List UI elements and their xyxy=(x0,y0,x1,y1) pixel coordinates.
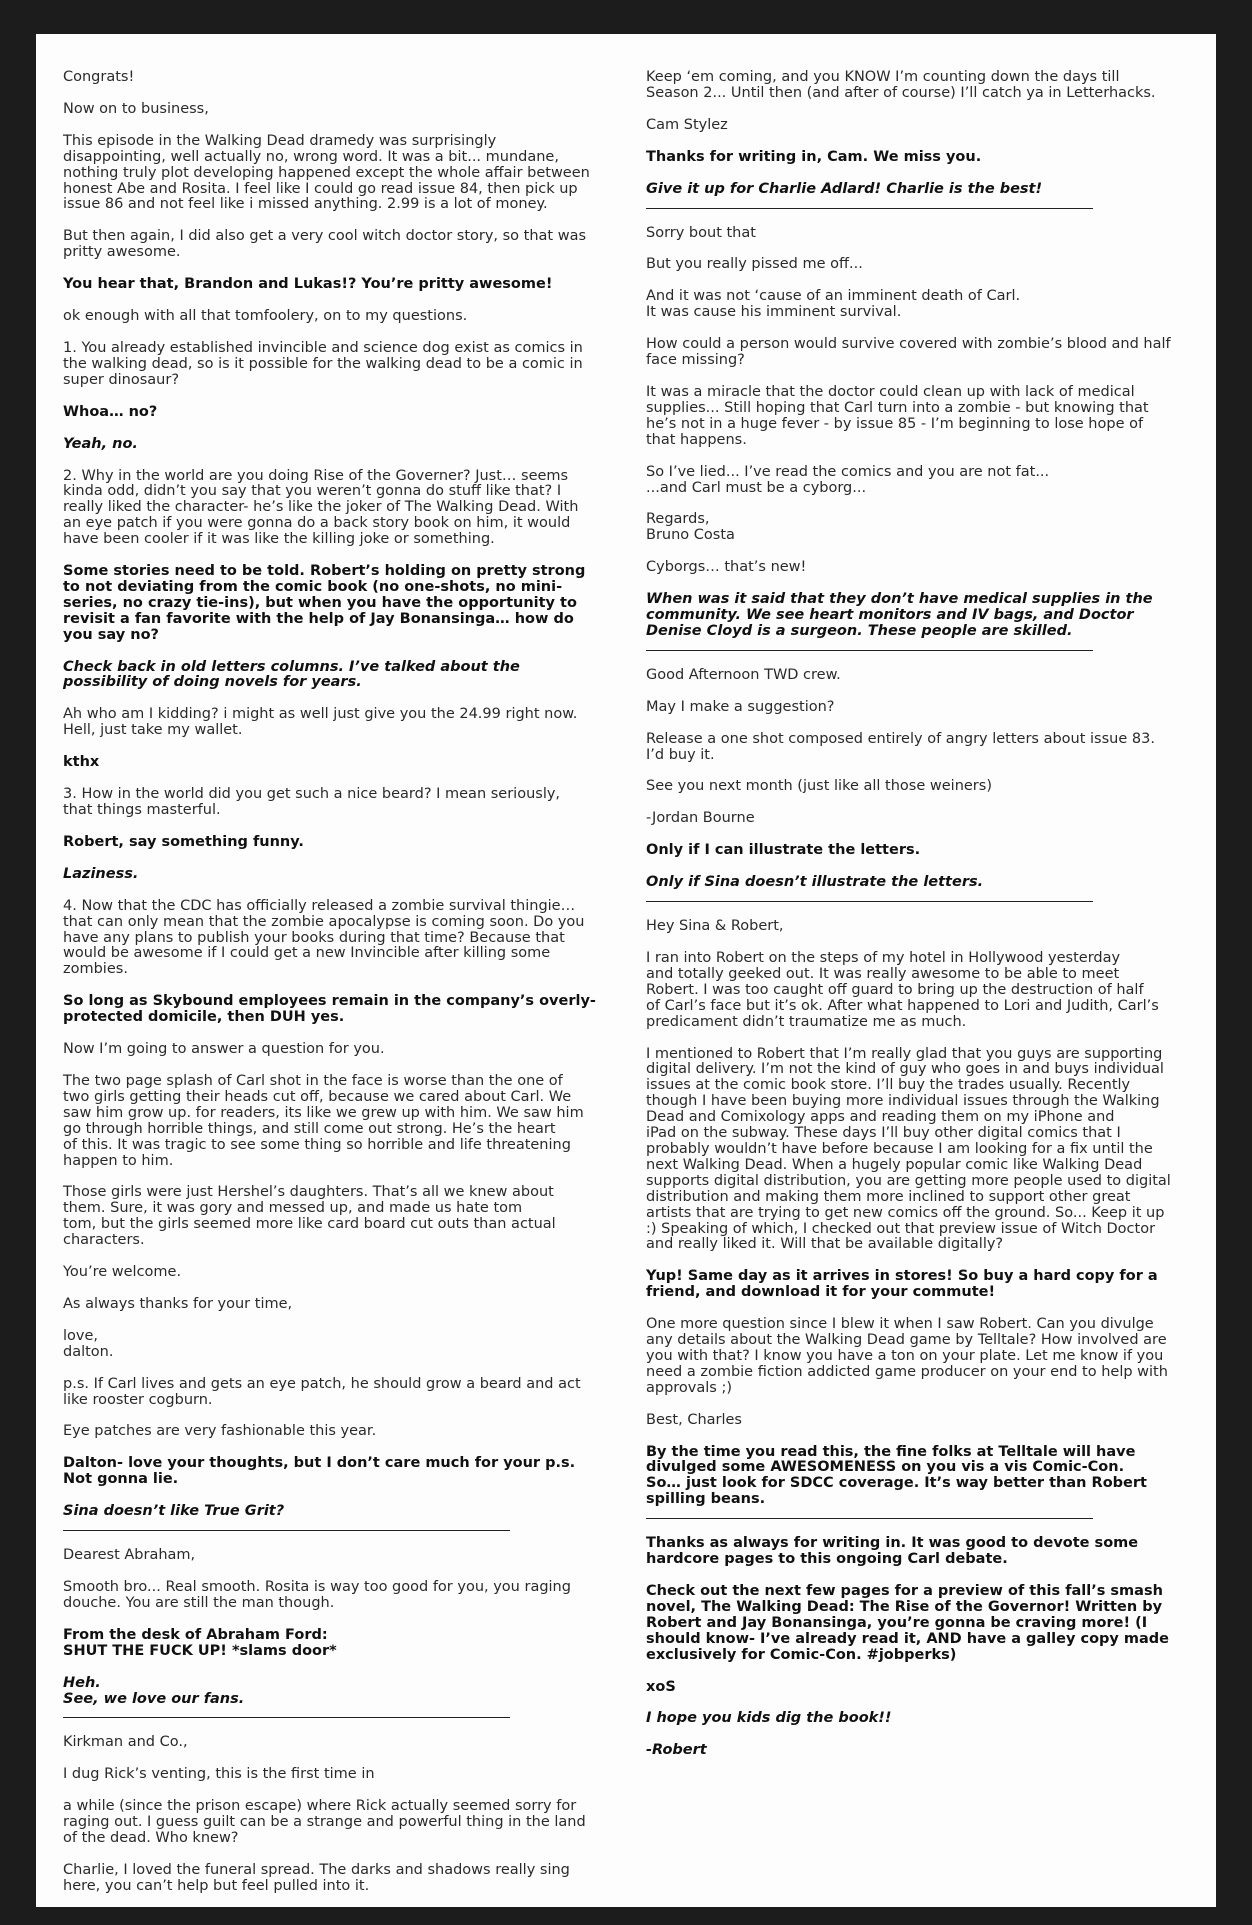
reader-letter-paragraph: One more question since I blew it when I saw Robert. Can you divulge any details about the Walking Dead game by Telltale? How involved are you with that? I know you have a ton on your plate. Let me know if you need a zombie fiction addicted game producer on your end to help with approvals ;) xyxy=(646,1316,1168,1396)
editor-reply: From the desk of Abraham Ford: SHUT THE FUCK UP! *slams door* xyxy=(63,1626,337,1659)
reader-letter-paragraph: And it was not ‘cause of an imminent death of Carl. It was cause his imminent survival. xyxy=(646,288,1021,321)
section-divider xyxy=(646,650,1093,651)
reader-letter-paragraph: 2. Why in the world are you doing Rise of the Governer? Just… seems kinda odd, didn’t you say that you weren’t gonna do stuff like that? I really liked the character- he’s like the joker of The Walking Dead. With an eye patch if you were gonna do a back story book on him, it would have been cooler if it was like the killing joke or something. xyxy=(63,467,579,548)
reader-letter-paragraph: Hey Sina & Robert, xyxy=(646,918,784,935)
reader-letter-paragraph: You’re welcome. xyxy=(63,1264,182,1281)
reader-letter-paragraph: Sorry bout that xyxy=(646,224,756,241)
editor-reply-italic: Yeah, no. xyxy=(63,435,138,452)
reader-letter-paragraph: -Jordan Bourne xyxy=(646,810,755,827)
reader-letter-paragraph: How could a person would survive covered with zombie’s blood and half face missing? xyxy=(646,336,1171,369)
reader-letter-paragraph: Cyborgs… that’s new! xyxy=(646,559,807,576)
editor-reply-italic: Heh. See, we love our fans. xyxy=(63,1674,245,1707)
editor-reply-italic: Only if Sina doesn’t illustrate the letters. xyxy=(646,874,984,891)
reader-letter-paragraph: Good Afternoon TWD crew. xyxy=(646,666,841,683)
editor-reply: By the time you read this, the fine folks at Telltale will have divulged some AWESOMENESS on you vis a vis Comic-Con. So… just look for SDCC coverage. It’s way better than Robert spilling beans. xyxy=(646,1443,1147,1508)
reader-letter-paragraph: Kirkman and Co., xyxy=(63,1734,188,1751)
reader-letter-paragraph: Dearest Abraham, xyxy=(63,1547,196,1564)
reader-letter-paragraph: It was a miracle that the doctor could clean up with lack of medical supplies... Still hoping that Carl turn into a zombie - but knowing that he’s not in a huge fever - by issue 85 - I’m beginning to lose hope of that happens. xyxy=(646,383,1149,448)
reader-letter-paragraph: Congrats! xyxy=(63,69,135,85)
reader-letter-paragraph: I dug Rick’s venting, this is the first time in xyxy=(63,1766,375,1783)
section-divider xyxy=(63,1717,510,1718)
reader-letter-paragraph: Now on to business, xyxy=(63,100,209,117)
editor-reply: Only if I can illustrate the letters. xyxy=(646,842,921,859)
reader-letter-paragraph: As always thanks for your time, xyxy=(63,1295,293,1312)
editor-reply-italic: Check back in old letters columns. I’ve talked about the possibility of doing novels for years. xyxy=(63,658,520,691)
reader-letter-paragraph: See you next month (just like all those weiners) xyxy=(646,778,992,795)
reader-letter-paragraph: This episode in the Walking Dead dramedy was surprisingly disappointing, well actually no, wrong word. It was a bit... mundane, nothing truly plot developing happened except the whole affair between honest Abe and Rosita. I feel like I could go read issue 84, then pick up issue 86 and not feel like i missed anything. 2.99 is a lot of money. xyxy=(63,132,590,213)
reader-letter-paragraph: 1. You already established invincible and science dog exist as comics in the walking dead, so is it possible for the walking dead to be a comic in super dinosaur? xyxy=(63,339,583,388)
section-divider xyxy=(646,208,1093,209)
reader-letter-paragraph: Ah who am I kidding? i might as well just give you the 24.99 right now. Hell, just take my wallet. xyxy=(63,706,578,739)
editor-reply-italic: Sina doesn’t like True Grit? xyxy=(63,1503,285,1520)
reader-letter-paragraph: 3. How in the world did you get such a nice beard? I mean seriously, that things masterful. xyxy=(63,786,561,818)
reader-letter-paragraph: Cam Stylez xyxy=(646,116,728,133)
reader-letter-paragraph: Now I’m going to answer a question for you. xyxy=(63,1041,385,1058)
editor-reply: So long as Skybound employees remain in the company’s overly- protected domicile, then DUH yes. xyxy=(63,993,596,1026)
reader-letter-paragraph: The two page splash of Carl shot in the face is worse than the one of two girls getting their heads cut off, because we cared about Carl. We saw him grow up. for readers, its like we grew up with him. We saw him go through horrible things, and still come out strong. He’s the heart of this. It was tragic to see some thing so horrible and life threatening happen to him. xyxy=(63,1072,584,1169)
editor-reply: Thanks as always for writing in. It was good to devote some hardcore pages to this ongoing Carl debate. xyxy=(646,1535,1139,1568)
right-column xyxy=(646,70,1186,1775)
letters-page xyxy=(36,34,1216,1907)
reader-letter-paragraph: Charlie, I loved the funeral spread. The darks and shadows really sing here, you can’t help but feel pulled into it. xyxy=(63,1861,570,1894)
editor-reply: Robert, say something funny. xyxy=(63,833,304,850)
editor-reply: You hear that, Brandon and Lukas!? You’re pritty awesome! xyxy=(63,276,553,293)
reader-letter-paragraph: love, dalton. xyxy=(63,1327,114,1360)
reader-letter-paragraph: Regards, Bruno Costa xyxy=(646,511,735,544)
editor-reply: xoS xyxy=(646,1678,676,1695)
left-column xyxy=(63,70,603,1911)
reader-letter-paragraph: ok enough with all that tomfoolery, on to my questions. xyxy=(63,308,468,325)
reader-letter-paragraph: Release a one shot composed entirely of angry letters about issue 83. I’d buy it. xyxy=(646,730,1155,763)
editor-reply-italic: When was it said that they don’t have medical supplies in the community. We see heart monitors and IV bags, and Doctor Denise Cloyd is a surgeon. These people are skilled. xyxy=(646,591,1153,639)
editor-reply-italic: Laziness. xyxy=(63,865,139,882)
editor-reply-italic: -Robert xyxy=(646,1742,707,1759)
editor-reply: Whoa… no? xyxy=(63,403,158,420)
editor-reply: Some stories need to be told. Robert’s holding on pretty strong to not deviating from the comic book (no one-shots, no mini- series, no crazy tie-ins), but when you have the opportunity to revisit a fan favorite with the help of Jay Bonansinga… how do you say no? xyxy=(63,563,586,643)
reader-letter-paragraph: I mentioned to Robert that I’m really glad that you guys are supporting digital delivery. I’m not the kind of guy who goes in and buys individual issues at the comic book store. I’ll buy the trades usually. Recently though I have been buying more individual issues through the Walking Dead and Comixology apps and reading them on my iPhone and iPad on the subway. These days I’ll buy other digital comics that I probably wouldn’t have before because I am looking for a fix until the next Walking Dead. When a hugely popular comic like Walking Dead supports digital distribution, you are getting more people used to digital distribution and making them more inclined to support other great artists that are trying to get new comics off the ground. So... Keep it up :) Speaking of which, I checked out that preview issue of Witch Doctor and really liked it. Will that be available digitally? xyxy=(646,1045,1171,1253)
reader-letter-paragraph: So I’ve lied... I’ve read the comics and you are not fat... ...and Carl must be a cyborg... xyxy=(646,463,1050,496)
reader-letter-paragraph: 4. Now that the CDC has officially released a zombie survival thingie… that can only mean that the zombie apocalypse is coming soon. Do you have any plans to publish your books during that time? Because that would be awesome if I could get a new Invincible after killing some zombies. xyxy=(63,897,585,978)
editor-reply: kthx xyxy=(63,754,100,771)
reader-letter-paragraph: Best, Charles xyxy=(646,1411,742,1428)
reader-letter-paragraph: But then again, I did also get a very cool witch doctor story, so that was pritty awesome. xyxy=(63,228,587,261)
editor-reply-italic: Give it up for Charlie Adlard! Charlie is the best! xyxy=(646,180,1043,197)
editor-reply: Dalton- love your thoughts, but I don’t care much for your p.s. Not gonna lie. xyxy=(63,1455,576,1488)
reader-letter-paragraph: a while (since the prison escape) where Rick actually seemed sorry for raging out. I guess guilt can be a strange and powerful thing in the land of the dead. Who knew? xyxy=(63,1798,586,1847)
reader-letter-paragraph: I ran into Robert on the steps of my hotel in Hollywood yesterday and totally geeked out. It was really awesome to be able to meet Robert. I was too caught off guard to bring up the destruction of half of Carl’s face but it’s ok. After what happened to Lori and Judith, Carl’s predicament didn’t traumatize me as much. xyxy=(646,950,1159,1030)
reader-letter-paragraph: But you really pissed me off... xyxy=(646,256,863,273)
editor-reply-italic: I hope you kids dig the book!! xyxy=(646,1710,892,1727)
reader-letter-paragraph: p.s. If Carl lives and gets an eye patch, he should grow a beard and act like rooster cogburn. xyxy=(63,1375,581,1408)
reader-letter-paragraph: May I make a suggestion? xyxy=(646,698,835,715)
reader-letter-paragraph: Keep ‘em coming, and you KNOW I’m counting down the days till Season 2... Until then (and after of course) I’ll catch ya in Letterhacks. xyxy=(646,69,1156,101)
section-divider xyxy=(646,901,1093,902)
reader-letter-paragraph: Eye patches are very fashionable this year. xyxy=(63,1423,377,1440)
reader-letter-paragraph: Those girls were just Hershel’s daughters. That’s all we knew about them. Sure, it was gory and messed up, and made us hate tom tom, but the girls seemed more like card board cut outs than actual characters. xyxy=(63,1184,556,1249)
section-divider xyxy=(646,1518,1093,1519)
reader-letter-paragraph: Smooth bro... Real smooth. Rosita is way too good for you, you raging douche. You are still the man though. xyxy=(63,1579,571,1611)
editor-reply: Yup! Same day as it arrives in stores! So buy a hard copy for a friend, and download it for your commute! xyxy=(646,1268,1158,1301)
editor-reply: Thanks for writing in, Cam. We miss you. xyxy=(646,148,982,165)
editor-reply: Check out the next few pages for a preview of this fall’s smash novel, The Walking Dead: The Rise of the Governor! Written by Robert and Jay Bonansinga, you’re gonna be craving more! (I should know- I’ve already read it, AND have a galley copy made exclusively for Comic-Con. #jobperks) xyxy=(646,1583,1170,1663)
section-divider xyxy=(63,1530,510,1531)
